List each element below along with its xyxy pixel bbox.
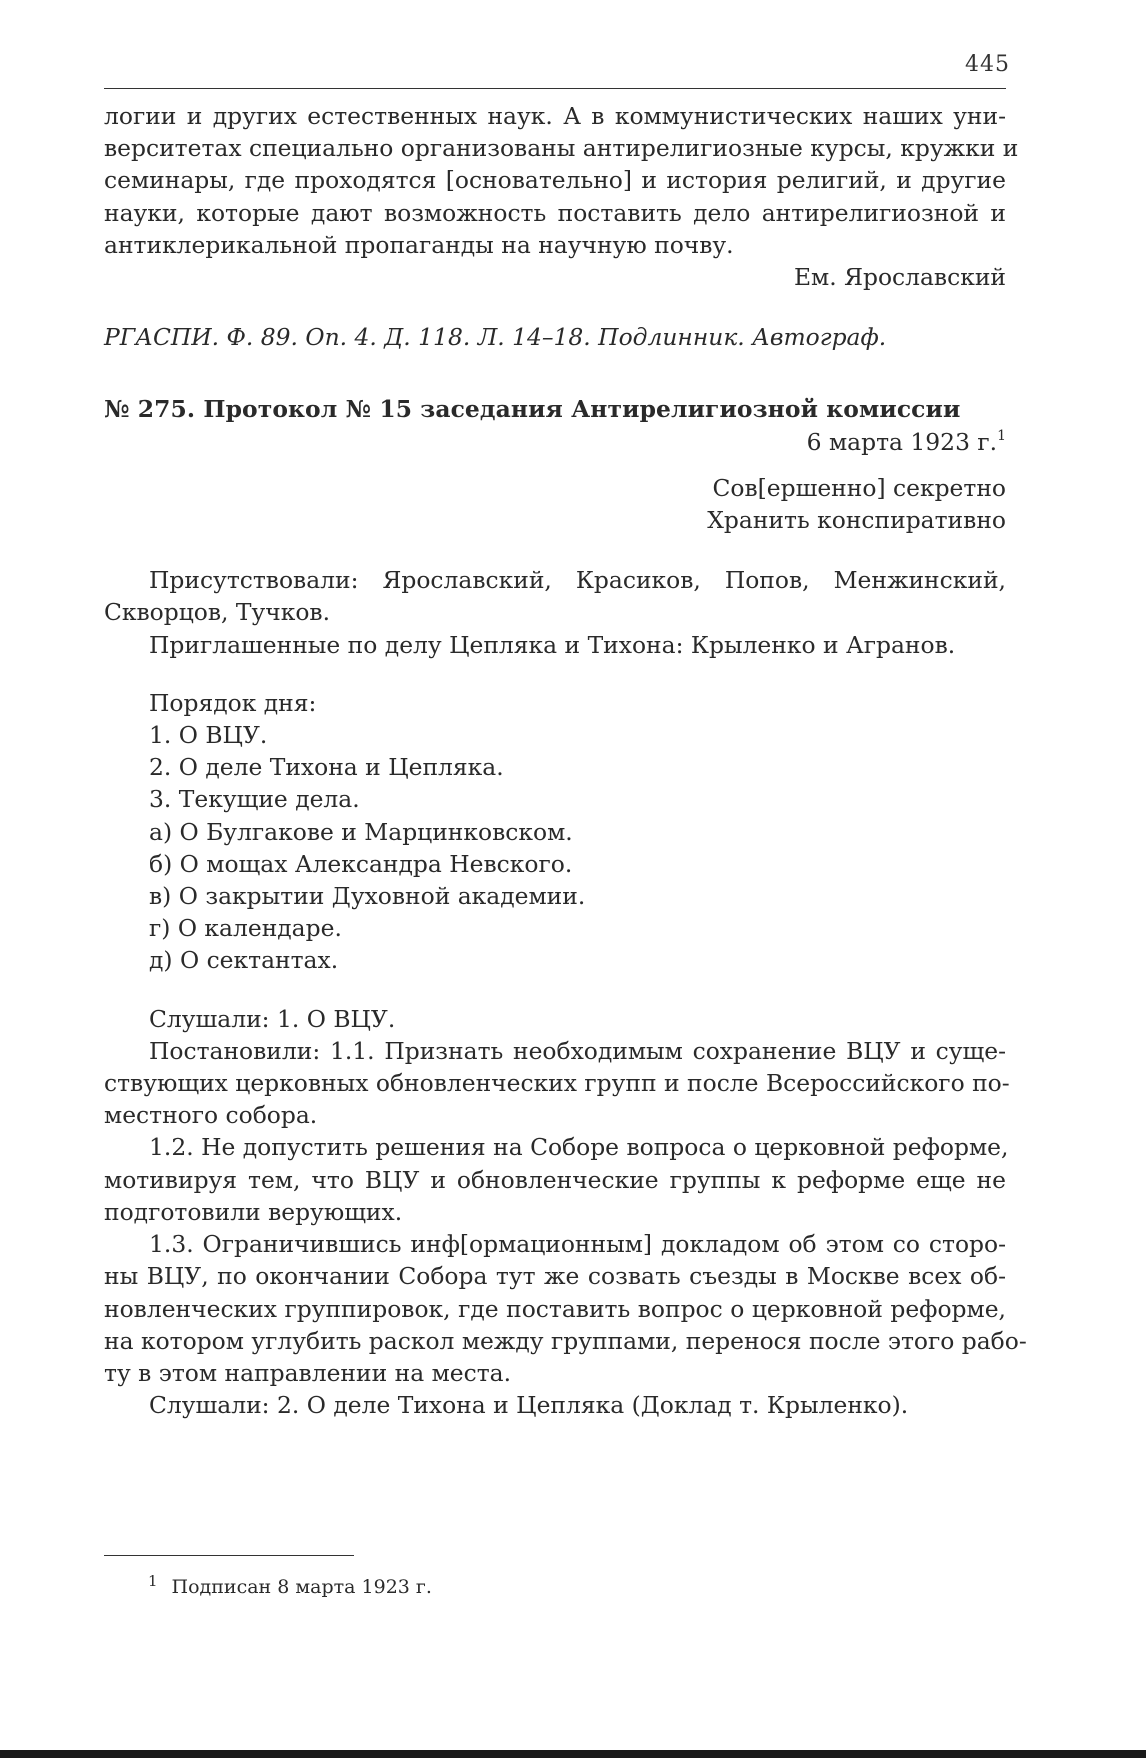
footnote [148, 1572, 432, 1598]
text-line: на котором углубить раскол между группами, перенося после этого рабо- [104, 1326, 1027, 1355]
signature: Ем. Ярославский [793, 263, 1006, 292]
agenda-item: в) О закрытии Духовной академии. [149, 882, 586, 911]
page-number: 445 [965, 52, 1010, 77]
agenda-item: 1. О ВЦУ. [149, 721, 268, 750]
text-line: Постановили: 1.1. Признать необходимым сохранение ВЦУ и суще- [149, 1036, 1006, 1065]
document-date-text: 6 марта 1923 г. [806, 427, 998, 456]
footnote-text: Подписан 8 марта 1923 г. [171, 1576, 432, 1598]
footnote-separator [104, 1555, 354, 1556]
text-line: 1.2. Не допустить решения на Соборе вопроса о церковной реформе, [149, 1133, 1009, 1162]
attendees-paragraph [104, 564, 1006, 628]
resolution-1-1 [104, 1035, 1010, 1132]
text-line: ны ВЦУ, по окончании Собора тут же созвать съезды в Москве всех об- [104, 1262, 1006, 1291]
agenda-item: д) О сектантах. [149, 946, 339, 975]
text-line: науки, которые дают возможность поставить дело антирелигиозной и [104, 198, 1006, 227]
invited-paragraph: Приглашенные по делу Цепляка и Тихона: Крыленко и Агранов. [149, 630, 956, 659]
text-line: местного собора. [104, 1101, 318, 1130]
text-line: мотивируя тем, что ВЦУ и обновленческие группы к реформе еще не [104, 1165, 1006, 1194]
text-line: верситетах специально организованы антирелигиозные курсы, кружки и [104, 134, 1019, 163]
agenda-item: 2. О деле Тихона и Цепляка. [149, 753, 504, 782]
text-line: подготовили верующих. [104, 1197, 403, 1226]
page-body [104, 100, 1027, 1421]
text-line: Присутствовали: Ярославский, Красиков, Попов, Менжинский, [149, 566, 1006, 595]
agenda-item: б) О мощах Александра Невского. [149, 849, 573, 878]
agenda [104, 687, 1006, 977]
document-date [104, 426, 1006, 458]
text-line: новленческих группировок, где поставить вопрос о церковной реформе, [104, 1294, 1006, 1323]
document-title: № 275. Протокол № 15 заседания Антирелигиозной комиссии [104, 395, 961, 424]
text-line: ствующих церковных обновленческих групп и после Всероссийского по- [104, 1069, 1010, 1098]
resolution-1-3 [104, 1228, 1027, 1389]
header-rule [104, 88, 1006, 89]
footnote-reference: 1 [997, 427, 1006, 444]
agenda-item: 3. Текущие дела. [149, 785, 360, 814]
classification-secret: Сов[ершенно] секретно [712, 473, 1006, 502]
classification-confidential: Хранить конспиративно [707, 506, 1006, 535]
agenda-item: а) О Булгакове и Марцинковском. [149, 817, 573, 846]
agenda-item: г) О календаре. [149, 914, 342, 943]
footnote-mark: 1 [148, 1572, 158, 1590]
archive-reference: РГАСПИ. Ф. 89. Оп. 4. Д. 118. Л. 14–18. Подлинник. Автограф. [104, 323, 887, 352]
agenda-title: Порядок дня: [149, 688, 317, 717]
text-line: логии и других естественных наук. А в коммунистических наших уни- [104, 102, 1006, 130]
scan-edge [0, 1750, 1146, 1758]
text-line: Скворцов, Тучков. [104, 598, 331, 627]
text-line: ту в этом направлении на места. [104, 1358, 512, 1387]
heard-item-1: Слушали: 1. О ВЦУ. [149, 1004, 396, 1033]
resolution-1-2 [104, 1131, 1009, 1228]
text-line: 1.3. Ограничившись инф[ормационным] докладом об этом со сторо- [149, 1230, 1006, 1259]
text-line: семинары, где проходятся [основательно] и история религий, и другие [104, 166, 1006, 195]
continuation-paragraph [104, 100, 1019, 261]
heard-item-2: Слушали: 2. О деле Тихона и Цепляка (Доклад т. Крыленко). [149, 1391, 909, 1420]
text-line: антиклерикальной пропаганды на научную почву. [104, 230, 734, 259]
